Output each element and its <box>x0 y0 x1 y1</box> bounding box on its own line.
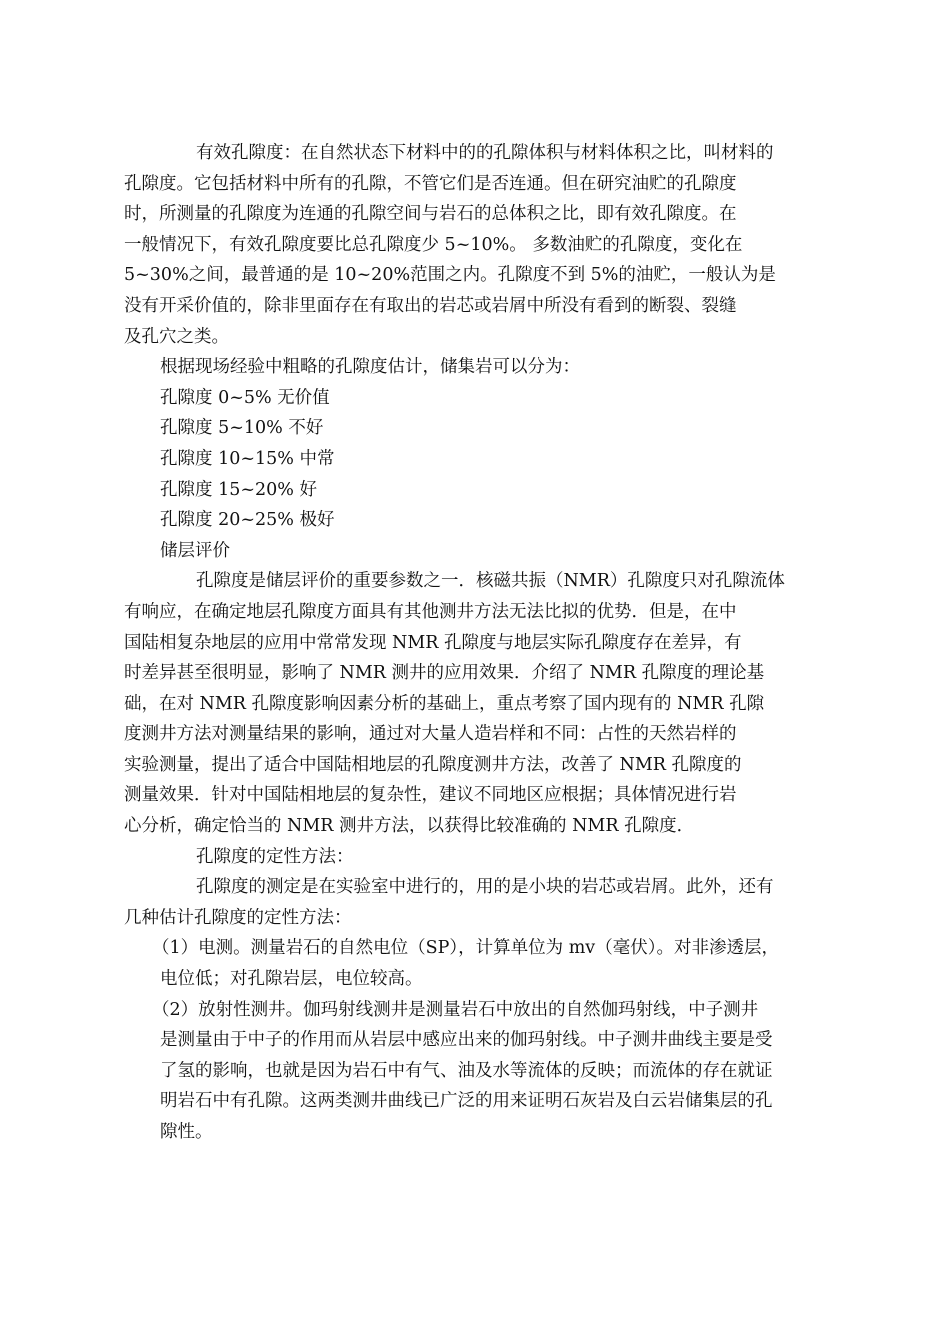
text-line: 没有开采价值的，除非里面存在有取出的岩芯或岩屑中所没有看到的断裂、裂缝 <box>124 295 737 316</box>
text-line: 根据现场经验中粗略的孔隙度估计，储集岩可以分为： <box>160 357 580 378</box>
text-line: （2）放射性测井。伽玛射线测井是测量岩石中放出的自然伽玛射线，中子测井 <box>152 999 759 1020</box>
text-line: 础，在对 NMR 孔隙度影响因素分析的基础上，重点考察了国内现有的 NMR 孔隙 <box>124 693 765 714</box>
text-line: 孔隙度是储层评价的重要参数之一．核磁共振（NMR）孔隙度只对孔隙流体 <box>196 571 785 592</box>
text-line: 度测井方法对测量结果的影响，通过对大量人造岩样和不同：占性的天然岩样的 <box>124 724 737 745</box>
text-line: （1）电测。测量岩石的自然电位（SP），计算单位为 mv（毫伏）。对非渗透层， <box>152 938 779 959</box>
document-page <box>124 138 840 1148</box>
section-heading-reservoir-evaluation <box>160 536 840 567</box>
text-line: 有响应，在确定地层孔隙度方面具有其他测井方法无法比拟的优势．但是，在中 <box>124 601 737 622</box>
text-line: 孔隙度的定性方法： <box>196 846 354 867</box>
list-item-electric-logging <box>152 933 840 994</box>
text-line: 时，所测量的孔隙度为连通的孔隙空间与岩石的总体积之比，即有效孔隙度。在 <box>124 204 737 225</box>
text-line: 测量效果．针对中国陆相地层的复杂性，建议不同地区应根据；具体情况进行岩 <box>124 785 737 806</box>
section-heading-qualitative-methods <box>160 842 840 873</box>
text-line: 心分析，确定恰当的 NMR 测井方法，以获得比较准确的 NMR 孔隙度． <box>124 816 695 837</box>
paragraph-field-estimate-intro <box>160 352 840 383</box>
text-line: 明岩石中有孔隙。这两类测井曲线已广泛的用来证明石灰岩及白云岩储集层的孔 <box>160 1091 773 1112</box>
list-item-radioactive-logging <box>152 995 840 1148</box>
text-line: 几种估计孔隙度的定性方法： <box>124 907 352 928</box>
text-line: 孔隙度 5~10% 不好 <box>160 418 324 439</box>
text-line: 一般情况下，有效孔隙度要比总孔隙度少 5~10%。 多数油贮的孔隙度，变化在 <box>124 234 743 255</box>
text-line: 有效孔隙度：在自然状态下材料中的的孔隙体积与材料体积之比，叫材料的 <box>196 143 774 163</box>
porosity-class-item <box>160 505 840 536</box>
porosity-class-item <box>160 383 840 414</box>
text-line: 实验测量，提出了适合中国陆相地层的孔隙度测井方法，改善了 NMR 孔隙度的 <box>124 754 742 775</box>
text-line: 隙性。 <box>160 1122 213 1142</box>
text-line: 储层评价 <box>160 540 230 561</box>
text-line: 时差异甚至很明显，影响了 NMR 测井的应用效果．介绍了 NMR 孔隙度的理论基 <box>124 663 765 684</box>
text-line: 孔隙度 10~15% 中常 <box>160 448 335 469</box>
paragraph-nmr-porosity <box>124 566 840 841</box>
text-line: 孔隙度 20~25% 极好 <box>160 510 335 531</box>
paragraph-qualitative-methods-intro <box>124 872 840 933</box>
text-line: 孔隙度 0~5% 无价值 <box>160 387 330 408</box>
porosity-class-item <box>160 413 840 444</box>
text-line: 孔隙度的测定是在实验室中进行的，用的是小块的岩芯或岩屑。此外，还有 <box>196 877 774 898</box>
text-line: 了氢的影响，也就是因为岩石中有气、油及水等流体的反映；而流体的存在就证 <box>160 1060 773 1081</box>
text-line: 国陆相复杂地层的应用中常常发现 NMR 孔隙度与地层实际孔隙度存在差异，有 <box>124 632 742 653</box>
text-line: 电位低；对孔隙岩层，电位较高。 <box>160 969 423 990</box>
text-line: 及孔穴之类。 <box>124 326 229 347</box>
text-line: 孔隙度 15~20% 好 <box>160 479 317 500</box>
text-line: 5~30%之间，最普通的是 10~20%范围之内。孔隙度不到 5%的油贮，一般认为是 <box>124 265 776 286</box>
text-line: 是测量由于中子的作用而从岩层中感应出来的伽玛射线。中子测井曲线主要是受 <box>160 1030 773 1051</box>
text-line: 孔隙度。它包括材料中所有的孔隙，不管它们是否连通。但在研究油贮的孔隙度 <box>124 173 737 194</box>
paragraph-effective-porosity <box>124 138 840 352</box>
porosity-class-item <box>160 475 840 506</box>
porosity-class-item <box>160 444 840 475</box>
